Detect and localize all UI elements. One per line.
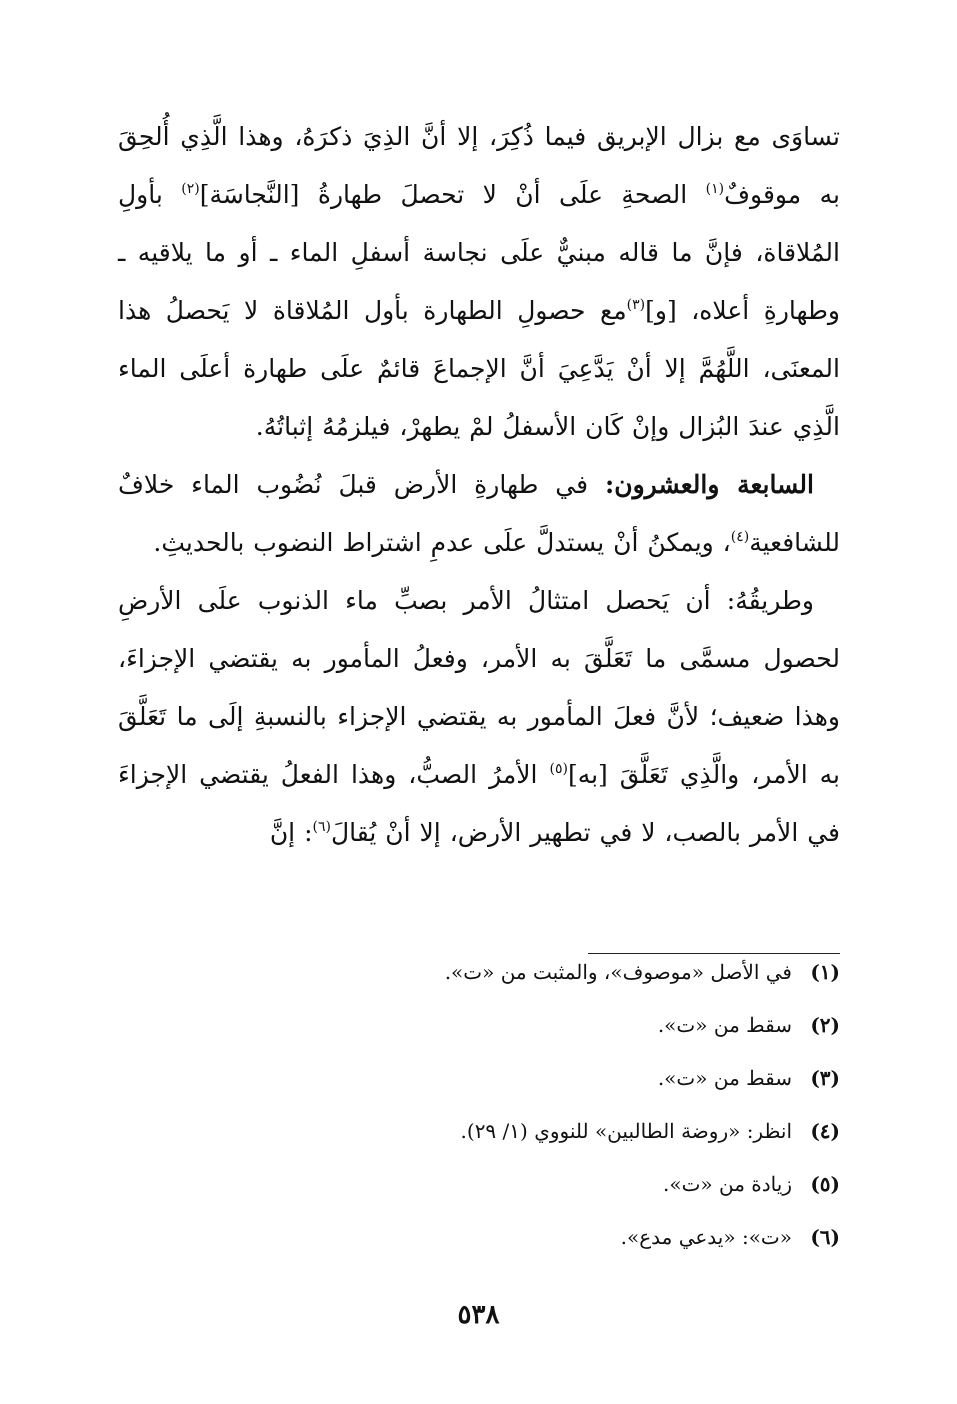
footnote [118,1064,840,1117]
footnote-number: (٤) [810,1119,840,1143]
footnote-number: (٦) [810,1225,840,1249]
text-run: : إنَّ [269,818,313,847]
paragraph-2 [118,456,840,572]
footnote-text: «ت»: «يدعي مدع». [620,1225,792,1249]
footnote-separator [588,953,840,954]
main-text [118,108,840,862]
footnote-text: في الأصل «موصوف»، والمثبت من «ت». [444,960,792,984]
text-run: وطريقُهُ: أن يَحصل امتثالُ الأمر بصبِّ ماء الذنوب علَى الأرضِ لحصول مسمَّى ما تَعَلَّقَ به الأمر، وفعلُ المأمور به يقتضي الإجزاءَ، وهذا ضعيف؛ لأنَّ فعلَ المأمور به يقتضي الإجزاء بالنسبةِ إلَى ما تَعَلَّقَ به الأمر، والَّذِي تَعَلَّقَ [به] [118,586,841,789]
text-run: في طهارةِ الأرض قبلَ نُضُوب الماء خلافٌ للشافعية [118,470,840,557]
footnote-marker: (٢) [181,181,200,197]
footnote-number: (٥) [810,1172,840,1196]
footnote-marker: (٥) [549,761,568,777]
text-run: بأولِ المُلاقاة، فإنَّ ما قاله مبنيٌّ علَى نجاسة أسفلِ الماء ـ أو ما يلاقيه ـ وطهارةِ أعلاه، [و] [118,180,840,325]
text-run: تساوَى مع بزال الإبريق فيما ذُكِرَ، إلا أنَّ الذِيَ ذكرَهُ، وهذا الَّذِي أُلحِقَ به موقوفٌ [118,122,840,209]
footnote-number: (٢) [810,1013,840,1037]
page-number: ٥٣٨ [457,1300,500,1330]
footnote [118,1117,840,1170]
footnote [118,1223,840,1276]
text-run: الصحةِ علَى أنْ لا تحصلَ طهارةُ [النَّجاسَة] [199,180,706,209]
footnote [118,1011,840,1064]
footnote-number: (٣) [810,1066,840,1090]
text-run: ، ويمكنُ أنْ يستدلَّ علَى عدمِ اشتراط النضوب بالحديثِ. [153,528,731,557]
footnote-text: انظر: «روضة الطالبين» للنووي (١/ ٢٩). [460,1119,792,1143]
footnote-text: سقط من «ت». [657,1013,792,1037]
paragraph-3 [118,572,840,862]
footnote-text: سقط من «ت». [657,1066,792,1090]
footnote-marker: (٤) [730,529,750,545]
footnotes-list [118,958,840,1276]
text-run: الأمرُ الصبُّ، وهذا الفعلُ يقتضي الإجزاءَ في الأمر بالصب، لا في تطهير الأرض، إلا أنْ يُقالَ [118,760,840,847]
footnote-marker: (٣) [626,297,646,313]
footnote-marker: (٦) [312,819,331,835]
section-heading: السابعة والعشرون: [604,470,814,499]
text-run: مع حصولِ الطهارة بأول المُلاقاة لا يَحصلُ هذا المعنَى، اللَّهُمَّ إلا أنْ يَدَّعِيَ أنَّ الإجماعَ قائمٌ علَى طهارة أعلَى الماء الَّذِي عندَ البُزال وإنْ كَان الأسفلُ لمْ يطهرْ، فيلزمُهُ إثباتُهُ. [118,296,840,441]
footnote-number: (١) [810,960,840,984]
paragraph-1 [118,108,840,456]
footnote-marker: (١) [705,181,725,197]
footnote-text: زيادة من «ت». [662,1172,792,1196]
footnote [118,958,840,1011]
footnote [118,1170,840,1223]
